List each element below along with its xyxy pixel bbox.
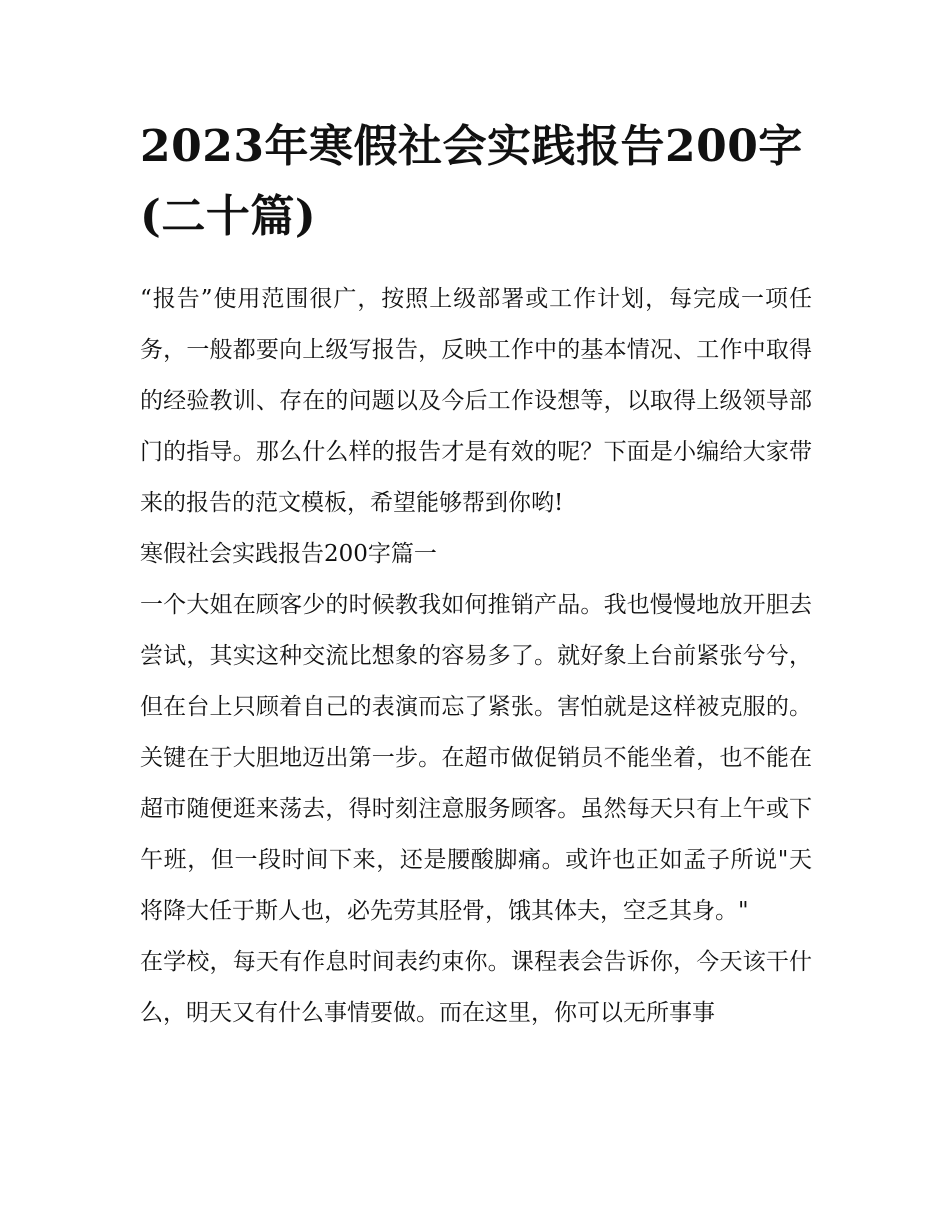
intro-paragraph: “报告”使用范围很广，按照上级部署或工作计划，每完成一项任务，一般都要向上级写报告，反映工作中的基本情况、工作中取得的经验教训、存在的问题以及今后工作设想等，以取得上级领导部门的指导。那么什么样的报告才是有效的呢？下面是小编给大家带来的报告的范文模板，希望能够帮到你哟!: [140, 286, 812, 516]
document-title: 2023年寒假社会实践报告200字(二十篇): [140, 121, 803, 242]
body-paragraph-1: 一个大姐在顾客少的时候教我如何推销产品。我也慢慢地放开胆去尝试，其实这种交流比想象的容易多了。就好象上台前紧张兮兮，但在台上只顾着自己的表演而忘了紧张。害怕就是这样被克服的。关键在于大胆地迈出第一步。在超市做促销员不能坐着，也不能在超市随便逛来荡去，得时刻注意服务顾客。虽然每天只有上午或下午班，但一段时间下来，还是腰酸脚痛。或许也正如孟子所说"天将降大任于斯人也，必先劳其胫骨，饿其体夫，空乏其身。": [140, 592, 812, 924]
body-paragraph-2: 在学校，每天有作息时间表约束你。课程表会告诉你，今天该干什么，明天又有什么事情要做。而在这里，你可以无所事事: [140, 949, 812, 1026]
section-heading: 寒假社会实践报告200字篇一: [140, 541, 437, 567]
document-page: [140, 112, 812, 1039]
